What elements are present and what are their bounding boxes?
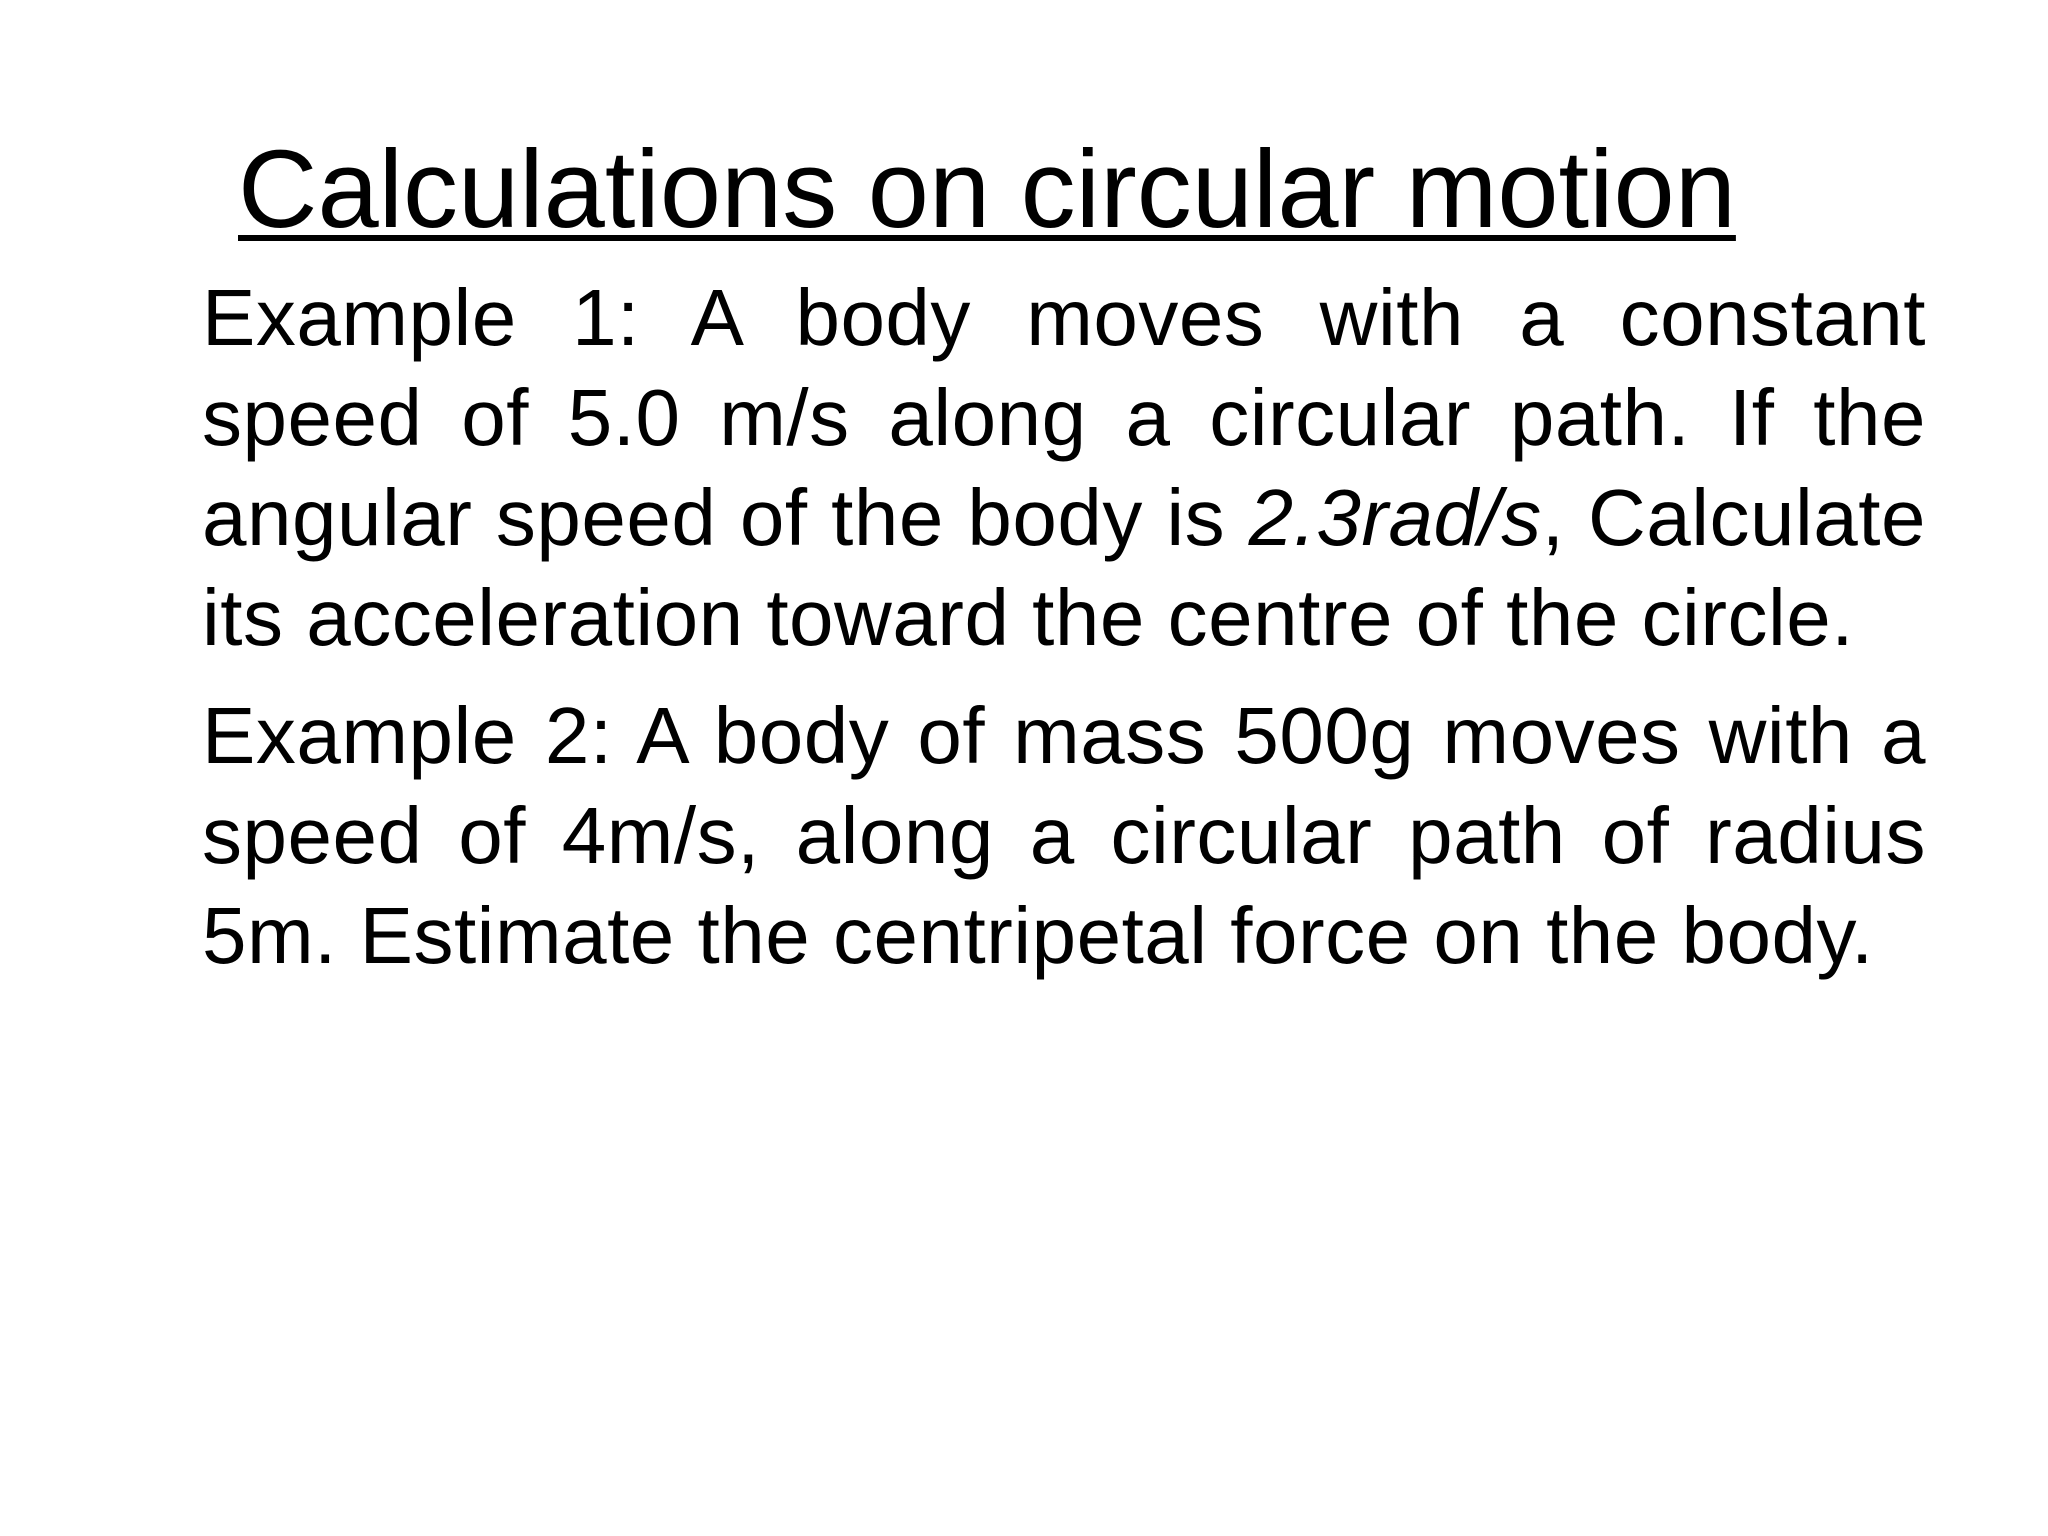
slide-body (202, 268, 1926, 1004)
example-1 (202, 268, 1926, 668)
example-1-text: Example 1: A body moves with a constant speed of 5.0 m/s along a circular path. If the angular speed of the body is (202, 273, 1926, 562)
example-1-text-end: , Calculate its acceleration toward the centre of the circle. (202, 473, 1926, 662)
slide-title: Calculations on circular motion (238, 128, 1736, 251)
angular-speed-value: 2.3rad/s (1248, 473, 1542, 562)
example-2 (202, 686, 1926, 986)
example-2-text: Example 2: A body of mass 500g moves with a speed of 4m/s, along a circular path of radius 5m. Estimate the centripetal force on the body. (202, 691, 1926, 980)
